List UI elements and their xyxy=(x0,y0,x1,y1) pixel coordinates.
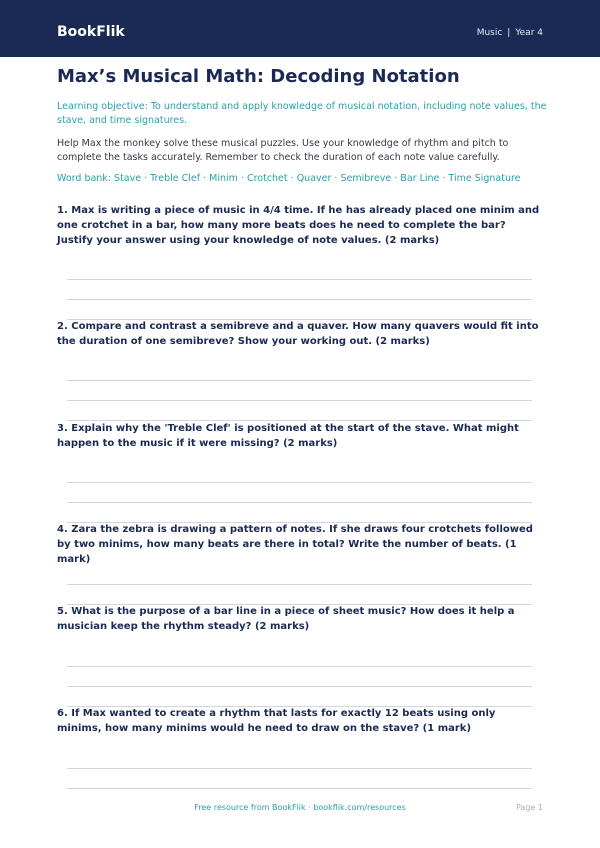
answer-line[interactable] xyxy=(67,482,532,483)
header-bar xyxy=(0,0,600,57)
page-title: Max’s Musical Math: Decoding Notation xyxy=(57,66,460,87)
question-1: 1. Max is writing a piece of music in 4/4 time. If he has already placed one minim and one crotchet in a bar, how many more beats does he need to complete the bar? Justify your answer using your knowledge of note values. (2 marks) xyxy=(57,205,540,246)
answer-line[interactable] xyxy=(67,400,532,401)
answer-line[interactable] xyxy=(67,584,532,585)
brand-logo[interactable]: BookFlik xyxy=(57,24,125,40)
question-4: 4. Zara the zebra is drawing a pattern of notes. If she draws four crotchets followed by two minims, how many beats are there in total? Write the number of beats. (1 mark) xyxy=(57,524,533,565)
answer-line[interactable] xyxy=(67,299,532,300)
year-label: Year 4 xyxy=(515,28,543,38)
answer-line[interactable] xyxy=(67,666,532,667)
answer-line[interactable] xyxy=(67,788,532,789)
subject-year-label xyxy=(477,27,543,39)
page-number: Page 1 xyxy=(516,803,543,812)
subject-label: Music xyxy=(476,28,503,38)
question-5: 5. What is the purpose of a bar line in a piece of sheet music? How does it help a musician keep the rhythm steady? (2 marks) xyxy=(57,606,515,632)
answer-line[interactable] xyxy=(67,686,532,687)
question-6: 6. If Max wanted to create a rhythm that lasts for exactly 12 beats using only minims, how many minims would he need to draw on the stave? (1 mark) xyxy=(57,708,496,734)
answer-line[interactable] xyxy=(67,502,532,503)
intro-text: Help Max the monkey solve these musical puzzles. Use your knowledge of rhythm and pitch to complete the tasks accurately. Remember to check the duration of each note value carefully. xyxy=(57,138,509,163)
learning-objective: Learning objective: To understand and apply knowledge of musical notation, including note values, the stave, and time signatures. xyxy=(57,101,547,126)
question-3: 3. Explain why the 'Treble Clef' is positioned at the start of the stave. What might happen to the music if it were missing? (2 marks) xyxy=(57,423,519,449)
footer-link[interactable]: Free resource from BookFlik · bookflik.com/resources xyxy=(194,803,406,812)
answer-line[interactable] xyxy=(67,768,532,769)
question-2: 2. Compare and contrast a semibreve and a quaver. How many quavers would fit into the duration of one semibreve? Show your working out. (2 marks) xyxy=(57,321,539,347)
answer-line[interactable] xyxy=(67,279,532,280)
word-bank: Word bank: Stave · Treble Clef · Minim · Crotchet · Quaver · Semibreve · Bar Line · Time Signature xyxy=(57,173,521,184)
separator: | xyxy=(507,28,511,38)
answer-line[interactable] xyxy=(67,380,532,381)
